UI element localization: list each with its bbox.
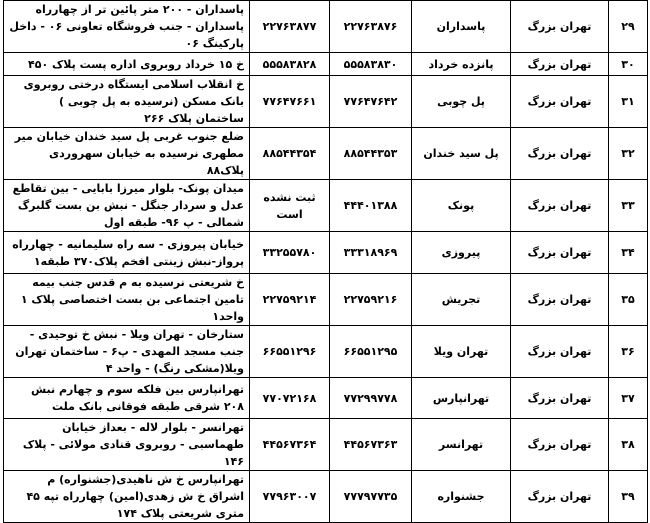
row-number: ۳۱ <box>609 76 648 128</box>
address-cell: میدان پونک- بلوار میرزا بابایی - بین تقاطع عدل و سردار جنگل - نبش بن بست گلبرگ شمالی - پ ۹۶- طبقه اول <box>4 180 250 232</box>
phone-cell: ۷۷۲۹۹۷۷۸ <box>330 378 412 419</box>
phone-cell: ۲۲۷۵۹۲۱۶ <box>330 274 412 326</box>
address-cell: خ شریعتی نرسیده به م قدس جنب بیمه تامین اجتماعی بن بست اختصاصی پلاک ۱ واحد۱ <box>4 274 250 326</box>
row-number: ۳۵ <box>609 274 648 326</box>
region-cell: تهران بزرگ <box>511 128 609 180</box>
phone-cell: ۳۳۳۱۸۹۶۹ <box>330 232 412 274</box>
branch-table <box>3 0 648 523</box>
branch-name-cell: پل چوبی <box>412 76 511 128</box>
row-number: ۳۸ <box>609 419 648 471</box>
table-row <box>4 274 648 326</box>
table-row <box>4 419 648 471</box>
phone-cell: ۴۴۴۰۱۳۸۸ <box>330 180 412 232</box>
branch-name-cell: پیروزی <box>412 232 511 274</box>
branch-name-cell: جشنواره <box>412 471 511 523</box>
row-number: ۳۶ <box>609 326 648 378</box>
row-number: ۲۹ <box>609 1 648 53</box>
fax-cell: ۶۶۵۵۱۲۹۶ <box>250 326 330 378</box>
branch-name-cell: تهران ویلا <box>412 326 511 378</box>
region-cell: تهران بزرگ <box>511 180 609 232</box>
fax-cell: ۷۷۹۶۳۰۰۷ <box>250 471 330 523</box>
table-row <box>4 180 648 232</box>
address-cell: تهرانپارس خ ش ناهیدی(جشنواره) م اشراق خ ش زهدی(امین) چهارراه تپه ۴۵ متری شریعتی پلاک ۱۷۴ <box>4 471 250 523</box>
table-row <box>4 471 648 523</box>
region-cell: تهران بزرگ <box>511 53 609 76</box>
branch-name-cell: تهرانسر <box>412 419 511 471</box>
phone-cell: ۶۶۵۵۱۲۹۵ <box>330 326 412 378</box>
table-row <box>4 128 648 180</box>
region-cell: تهران بزرگ <box>511 471 609 523</box>
table-row <box>4 326 648 378</box>
fax-cell: ۸۸۵۴۴۳۵۴ <box>250 128 330 180</box>
branch-name-cell: پونک <box>412 180 511 232</box>
phone-cell: ۷۷۷۹۷۷۳۵ <box>330 471 412 523</box>
row-number: ۳۹ <box>609 471 648 523</box>
branch-table-container <box>3 0 647 520</box>
branch-name-cell: تهرانپارس <box>412 378 511 419</box>
fax-cell: ۲۲۷۵۹۲۱۴ <box>250 274 330 326</box>
phone-cell: ۷۷۶۴۷۶۴۲ <box>330 76 412 128</box>
fax-cell: ثبت نشده است <box>250 180 330 232</box>
fax-cell: ۴۴۵۶۷۳۶۴ <box>250 419 330 471</box>
region-cell: تهران بزرگ <box>511 326 609 378</box>
row-number: ۳۰ <box>609 53 648 76</box>
address-cell: ستارخان - تهران ویلا - نبش خ توحیدی - جنب مسجد المهدی - پ۶ - ساختمان تهران ویلا(مشکی رنگ) - واحد ۴ <box>4 326 250 378</box>
region-cell: تهران بزرگ <box>511 1 609 53</box>
table-row <box>4 378 648 419</box>
region-cell: تهران بزرگ <box>511 232 609 274</box>
table-row <box>4 53 648 76</box>
fax-cell: ۲۲۷۶۳۸۷۷ <box>250 1 330 53</box>
region-cell: تهران بزرگ <box>511 419 609 471</box>
region-cell: تهران بزرگ <box>511 378 609 419</box>
branch-name-cell: پاسداران <box>412 1 511 53</box>
phone-cell: ۸۸۵۴۴۳۵۳ <box>330 128 412 180</box>
address-cell: تهرانپارس بین فلکه سوم و چهارم نبش ۲۰۸ شرقی طبقه فوقانی بانک ملت <box>4 378 250 419</box>
address-cell: خیابان پیروزی - سه راه سلیمانیه - چهارراه پرواز-نبش زینتی افخم پلاک۳۷۰ طبقه۱ <box>4 232 250 274</box>
phone-cell: ۴۴۵۶۷۳۶۳ <box>330 419 412 471</box>
fax-cell: ۷۷۶۴۷۶۶۱ <box>250 76 330 128</box>
address-cell: پاسداران - ۲۰۰ متر پائین تر از چهارراه پاسداران - جنب فروشگاه تعاونی ۰۶ - داخل پارکینگ ۰۶ <box>4 1 250 53</box>
branch-name-cell: پانزده خرداد <box>412 53 511 76</box>
table-row <box>4 76 648 128</box>
table-row <box>4 232 648 274</box>
row-number: ۳۷ <box>609 378 648 419</box>
fax-cell: ۵۵۵۸۳۸۲۸ <box>250 53 330 76</box>
address-cell: ضلع جنوب غربی پل سید خندان خیابان میر مطهری نرسیده به خیابان سهروردی پلاک۸۸ <box>4 128 250 180</box>
branch-name-cell: تجریش <box>412 274 511 326</box>
address-cell: تهرانسر - بلوار لاله - بعداز خیابان طهماسبی - روبروی قنادی مولائی - پلاک ۱۴۶ <box>4 419 250 471</box>
phone-cell: ۲۲۷۶۳۸۷۶ <box>330 1 412 53</box>
row-number: ۳۲ <box>609 128 648 180</box>
row-number: ۳۴ <box>609 232 648 274</box>
phone-cell: ۵۵۵۸۳۸۳۰ <box>330 53 412 76</box>
fax-cell: ۳۳۲۵۵۷۸۰ <box>250 232 330 274</box>
table-row <box>4 1 648 53</box>
row-number: ۳۳ <box>609 180 648 232</box>
region-cell: تهران بزرگ <box>511 76 609 128</box>
address-cell: خ انقلاب اسلامی ایستگاه درختی روبروی بانک مسکن (نرسیده به پل چوبی ) ساختمان پلاک ۲۶۶ <box>4 76 250 128</box>
address-cell: خ ۱۵ خرداد روبروی اداره پست پلاک ۴۵۰ <box>4 53 250 76</box>
fax-cell: ۷۷۰۷۲۱۶۸ <box>250 378 330 419</box>
branch-name-cell: پل سید خندان <box>412 128 511 180</box>
region-cell: تهران بزرگ <box>511 274 609 326</box>
